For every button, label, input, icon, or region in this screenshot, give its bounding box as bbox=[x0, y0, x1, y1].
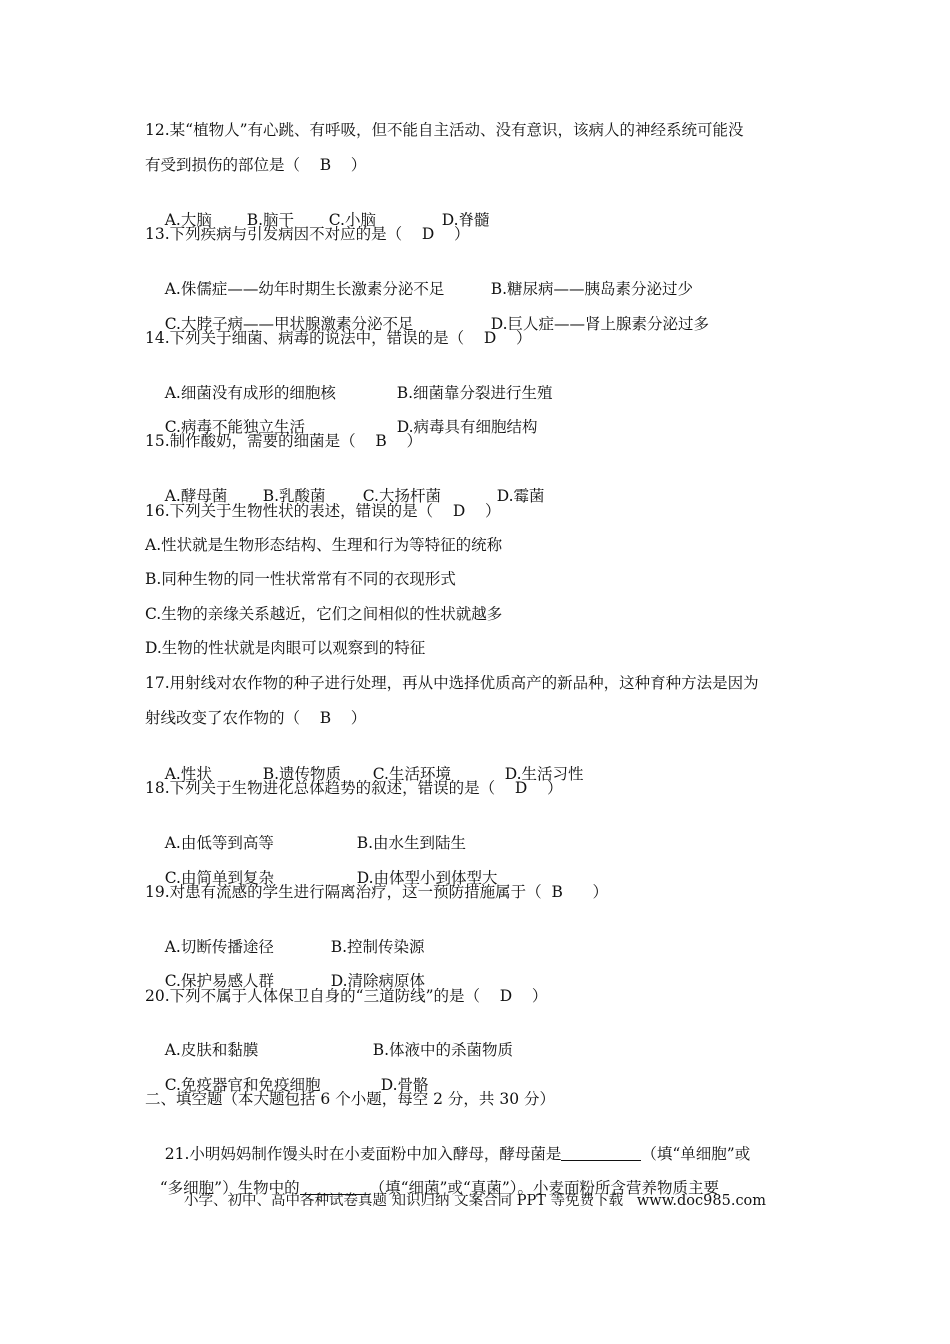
question-19: 19.对患有流感的学生进行隔离治疗，这一预防措施属于（ B ） bbox=[145, 883, 608, 901]
question-16-option-d: D.生物的性状就是肉眼可以观察到的特征 bbox=[145, 639, 426, 657]
option-a: A.由低等到高等 bbox=[164, 834, 274, 852]
question-12-line-2: 有受到损伤的部位是（ B ） bbox=[145, 156, 367, 174]
option-b: B.糖尿病——胰岛素分泌过少 bbox=[490, 280, 694, 298]
option-b: B.体液中的杀菌物质 bbox=[372, 1041, 514, 1059]
option-a: A.皮肤和黏膜 bbox=[164, 1041, 259, 1059]
option-c: C.保护易感人群 bbox=[164, 972, 274, 990]
question-13: 13.下列疾病与引发病因不对应的是（ D ） bbox=[145, 225, 470, 243]
question-21-text-4: （填“细菌”或“真菌”）。小麦面粉所含营养物质主要 bbox=[369, 1179, 720, 1197]
question-18: 18.下列关于生物进化总体趋势的叙述，错误的是（ D ） bbox=[145, 779, 563, 797]
question-20: 20.下列不属于人体保卫自身的“三道防线”的是（ D ） bbox=[145, 987, 548, 1005]
option-d: D.生活习性 bbox=[504, 765, 584, 783]
option-b: B.乳酸菌 bbox=[262, 487, 326, 505]
option-a: A.性状 bbox=[164, 765, 212, 783]
option-c: C.生活环境 bbox=[372, 765, 451, 783]
page-footer: 小学、初中、高中各种试卷真题 知识归纳 文案合同 PPT 等免费下载 www.doc985.com bbox=[183, 1193, 767, 1209]
option-a: A.细菌没有成形的细胞核 bbox=[164, 384, 336, 402]
option-d: D.脊髓 bbox=[441, 211, 490, 229]
option-d: D.清除病原体 bbox=[330, 972, 426, 990]
option-a: A.酵母菌 bbox=[164, 487, 228, 505]
question-16: 16.下列关于生物性状的表述，错误的是（ D ） bbox=[145, 502, 501, 520]
question-21-text-2: （填“单细胞”或 bbox=[641, 1145, 751, 1163]
question-12-line-1: 12.某“植物人”有心跳、有呼吸，但不能自主活动、没有意识，该病人的神经系统可能没 bbox=[145, 121, 744, 139]
option-d: D.霉菌 bbox=[496, 487, 545, 505]
option-c: C.大扬杆菌 bbox=[362, 487, 441, 505]
question-17-line-2: 射线改变了农作物的（ B ） bbox=[145, 709, 367, 727]
question-15: 15.制作酸奶，需要的细菌是（ B ） bbox=[145, 432, 422, 450]
option-b: B.控制传染源 bbox=[330, 938, 425, 956]
option-a: A.侏儒症——幼年时期生长激素分泌不足 bbox=[164, 280, 445, 298]
option-a: A.切断传播途径 bbox=[164, 938, 274, 956]
option-d: D.骨骼 bbox=[380, 1076, 429, 1094]
option-c: C.由简单到复杂 bbox=[164, 869, 274, 887]
option-d: D.巨人症——肾上腺素分泌过多 bbox=[490, 315, 710, 333]
question-16-option-a: A.性状就是生物形态结构、生理和行为等特征的统称 bbox=[145, 536, 503, 554]
option-d: D.由体型小到体型大 bbox=[356, 869, 498, 887]
question-21-text-1: 21.小明妈妈制作馒头时在小麦面粉中加入酵母，酵母菌是 bbox=[164, 1145, 562, 1163]
option-b: B.遗传物质 bbox=[262, 765, 342, 783]
option-d: D.病毒具有细胞结构 bbox=[396, 418, 538, 436]
question-21-text-3: “多细胞”）生物中的 bbox=[159, 1179, 300, 1197]
section-2-heading: 二、填空题（本大题包括 6 个小题，每空 2 分，共 30 分） bbox=[145, 1090, 556, 1108]
option-b: B.细菌靠分裂进行生殖 bbox=[396, 384, 553, 402]
question-14: 14.下列关于细菌、病毒的说法中，错误的是（ D ） bbox=[145, 329, 532, 347]
option-c: C.病毒不能独立生活 bbox=[164, 418, 305, 436]
option-b: B.由水生到陆生 bbox=[356, 834, 467, 852]
option-c: C.免疫器官和免疫细胞 bbox=[164, 1076, 321, 1094]
option-c: C.小脑 bbox=[328, 211, 376, 229]
option-c: C.大脖子病——甲状腺激素分泌不足 bbox=[164, 315, 414, 333]
question-16-option-c: C.生物的亲缘关系越近，它们之间相似的性状就越多 bbox=[145, 605, 503, 623]
question-17-line-1: 17.用射线对农作物的种子进行处理，再从中选择优质高产的新品种，这种育种方法是因为 bbox=[145, 674, 759, 692]
question-16-option-b: B.同种生物的同一性状常常有不同的衣现形式 bbox=[145, 570, 456, 588]
option-a: A.大脑 bbox=[164, 211, 212, 229]
option-b: B.脑干 bbox=[246, 211, 295, 229]
